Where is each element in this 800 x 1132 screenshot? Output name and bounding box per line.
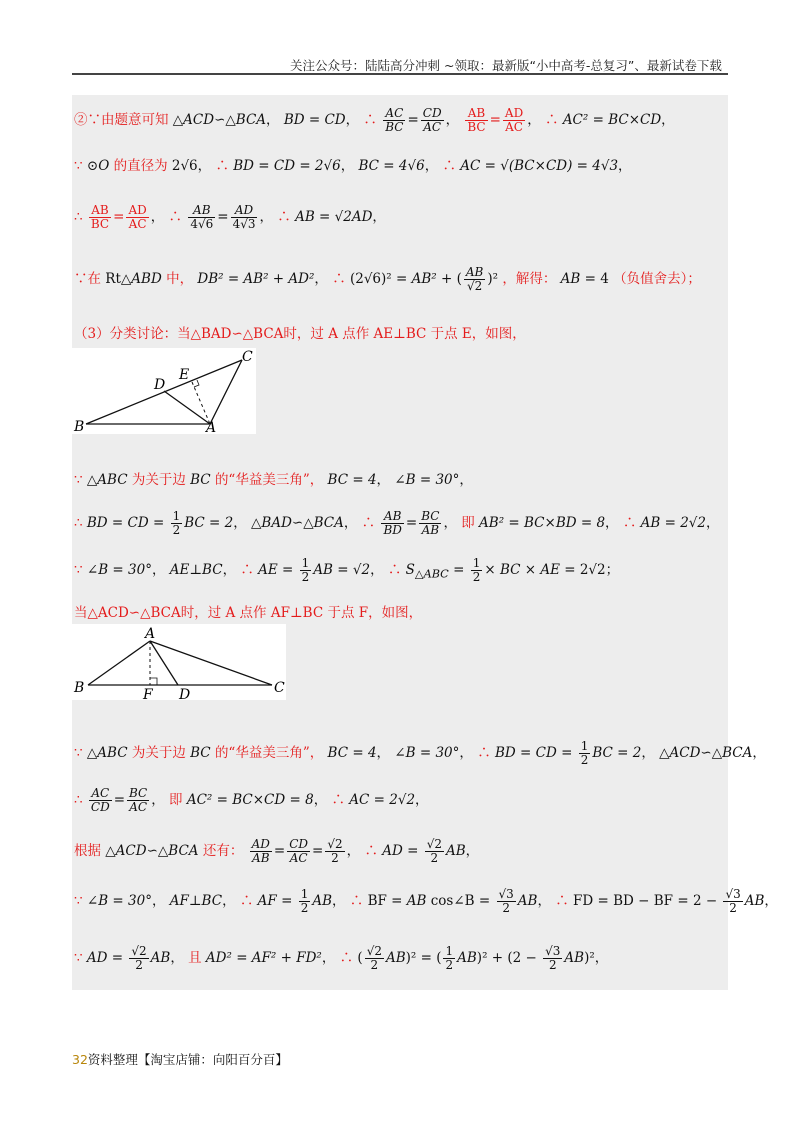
solution-line-4: ∵在 Rt△ABD 中， DB² = AB² + AD²， ∴ (2√6)² = AB² + ( $\frac{AB}{√2}$ )² ，解得： AB = 4 （负值舍去）； (74, 265, 701, 293)
solution-line-1: ②∵由题意可知 △ACD∽△BCA， BD = CD， ∴ $\frac{AC}{BC}$ = $\frac{CD}{AC}$ ， $\frac{AB}{BC}$ = $\frac{AD}{AC}$ ， ∴ AC² = BC×CD， (74, 106, 675, 134)
solution-line-14: ∵ AD = $\frac{√2}{2}$ AB， 且 AD² = AF² + FD²， ∴ ( $\frac{√2}{2}$ AB)² = ( $\frac{1}{2}$ AB)² + (2 − $\frac{√3}{2}$ AB)²， (74, 944, 609, 972)
solution-line-8: ∵ ∠B = 30°， AE⊥BC， ∴ AE = $\frac{1}{2}$ AB = √2， ∴ $S_{\triangle ABC}$ = $\frac{1}{2}$ × BC × AE = 2√2； (74, 556, 620, 584)
page-header: 关注公众号：陆陆高分冲刺 ~领取：最新版“小中高考-总复习”、最新试卷下载 (290, 58, 722, 73)
triangle-figure-1 (72, 348, 256, 434)
triangle-figure-2 (72, 624, 286, 700)
fig2-label-b: B (74, 680, 85, 696)
fig1-label-e: E (179, 367, 190, 383)
page-number: 32 (72, 1052, 88, 1067)
solution-line-2: ∵ ⊙O 的直径为 2√6， ∴ BD = CD = 2√6， BC = 4√6， ∴ AC = √(BC×CD) = 4√3， (74, 158, 632, 174)
fig1-label-d: D (154, 377, 166, 393)
solution-line-7: ∴ BD = CD = $\frac{1}{2}$ BC = 2， △BAD∽△BCA， ∴ $\frac{AB}{BD}$ = $\frac{BC}{AB}$ ， 即 AB² = BC×BD = 8， ∴ AB = 2√2， (74, 509, 720, 537)
solution-line-5: （3）分类讨论：当△BAD∽△BCA时，过 A 点作 AE⊥BC 于点 E，如图， (74, 326, 526, 342)
fig1-label-b: B (74, 419, 85, 434)
solution-line-3: ∴ $\frac{AB}{BC}$ = $\frac{AD}{AC}$ ， ∴ $\frac{AB}{4√6}$ = $\frac{AD}{4√3}$ ， ∴ AB = √2AD， (74, 203, 386, 231)
solution-line-11: ∴ $\frac{AC}{CD}$ = $\frac{BC}{AC}$ ， 即 AC² = BC×CD = 8， ∴ AC = 2√2， (74, 786, 429, 814)
fig1-label-a: A (206, 420, 217, 434)
fig2-label-c: C (274, 680, 285, 696)
page-footer (72, 1050, 288, 1068)
header-divider (72, 73, 728, 75)
fig2-label-f: F (143, 687, 153, 700)
solution-line-13: ∵ ∠B = 30°， AF⊥BC， ∴ AF = $\frac{1}{2}$ AB， ∴ BF = AB cos∠B = $\frac{√3}{2}$ AB， ∴ FD = BD − BF = 2 − $\frac{√3}{2}$ AB， (74, 887, 778, 915)
fig1-label-c: C (242, 349, 253, 365)
solution-line-9: 当△ACD∽△BCA时，过 A 点作 AF⊥BC 于点 F，如图， (74, 605, 423, 621)
fig2-label-a: A (145, 626, 156, 642)
solution-line-12: 根据 △ACD∽△BCA 还有： $\frac{AD}{AB}$ = $\frac{CD}{AC}$ = $\frac{√2}{2}$ ， ∴ AD = $\frac{√2}{2}$ AB， (74, 837, 480, 865)
solution-line-6: ∵ △ABC 为关于边 BC 的“华益美三角”， BC = 4， ∠B = 30°， (74, 472, 473, 488)
footer-text: 资料整理【淘宝店铺：向阳百分百】 (87, 1052, 288, 1067)
solution-line-10: ∵ △ABC 为关于边 BC 的“华益美三角”， BC = 4， ∠B = 30°， ∴ BD = CD = $\frac{1}{2}$ BC = 2， △ACD∽△BCA， (74, 739, 766, 767)
fig2-label-d: D (179, 687, 191, 700)
